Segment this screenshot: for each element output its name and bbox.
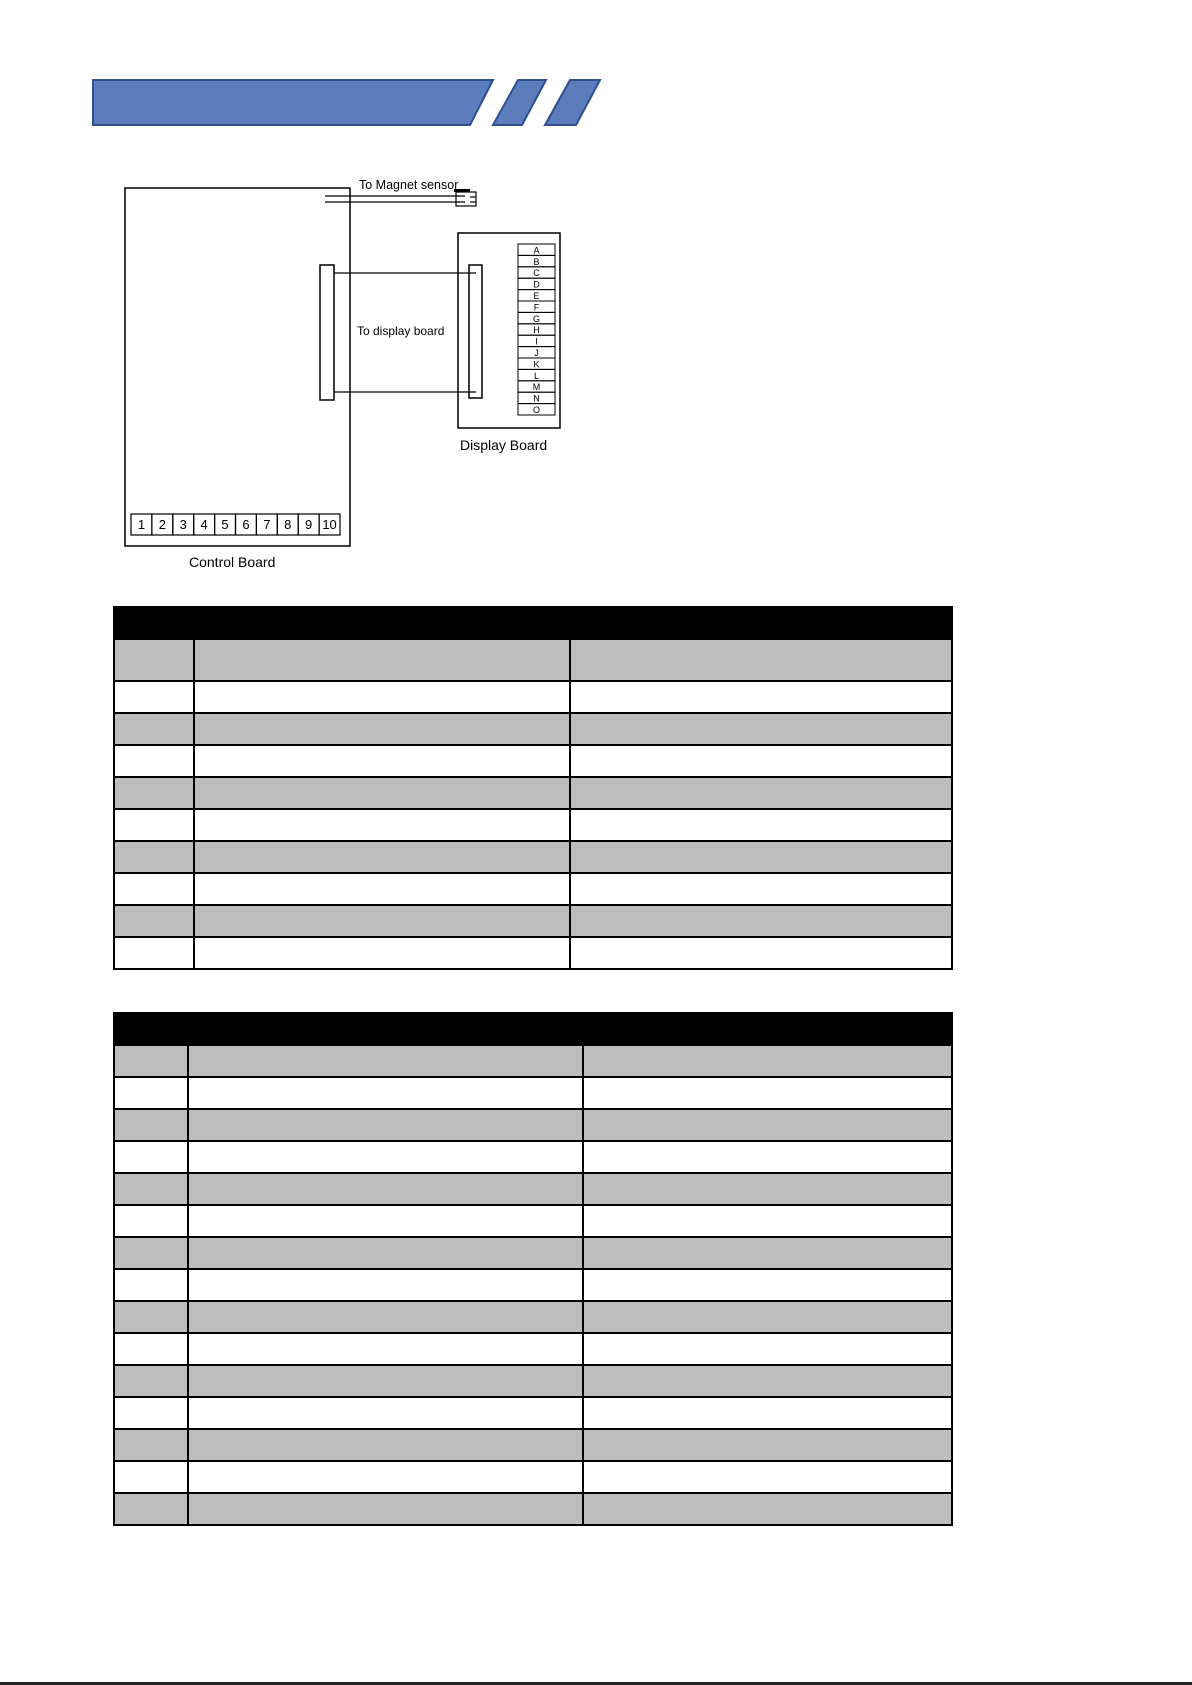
table-cell	[570, 639, 952, 681]
display-pin-l	[518, 369, 555, 380]
table-cell	[188, 1365, 583, 1397]
display-pin-label: D	[533, 279, 540, 290]
control-pin-label: 4	[200, 517, 208, 532]
table-header-row	[114, 607, 952, 639]
control-pin-label: 2	[158, 517, 166, 532]
table-row	[114, 745, 952, 777]
display-pin-label: C	[533, 268, 540, 279]
control-pin-10	[319, 514, 340, 535]
display-cable-connector-right	[469, 265, 482, 398]
table-cell	[114, 1013, 188, 1045]
table-cell	[188, 1429, 583, 1461]
table-cell	[114, 1365, 188, 1397]
table-cell	[570, 937, 952, 969]
table-cell	[194, 841, 570, 873]
display-cable-connector-left	[320, 265, 334, 400]
display-pin-label: E	[533, 291, 540, 301]
table-cell	[188, 1237, 583, 1269]
table-cell	[583, 1429, 952, 1461]
table-row	[114, 1269, 952, 1301]
table-cell	[114, 1429, 188, 1461]
table-cell	[570, 873, 952, 905]
table-cell	[583, 1173, 952, 1205]
table-cell	[114, 745, 194, 777]
table-cell	[188, 1461, 583, 1493]
table-cell	[583, 1333, 952, 1365]
table-cell	[583, 1365, 952, 1397]
display-pin-label: F	[533, 302, 540, 313]
table-cell	[114, 841, 194, 873]
table-cell	[583, 1461, 952, 1493]
table-cell	[188, 1269, 583, 1301]
table-cell	[114, 681, 194, 713]
display-pin-h	[518, 324, 555, 335]
display-pin-g	[518, 312, 555, 323]
table-cell	[194, 607, 570, 639]
banner-stripe-1	[493, 80, 546, 125]
table-cell	[583, 1013, 952, 1045]
table-cell	[114, 1141, 188, 1173]
table-row	[114, 777, 952, 809]
control-pin-label: 3	[179, 517, 187, 532]
table-cell	[583, 1205, 952, 1237]
table-cell	[570, 607, 952, 639]
table-cell	[114, 777, 194, 809]
display-pin-label: B	[533, 256, 540, 267]
table-cell	[114, 937, 194, 969]
table-cell	[570, 841, 952, 873]
section-banner	[0, 0, 1192, 140]
table-header-row	[114, 1013, 952, 1045]
table-row	[114, 905, 952, 937]
connector-table-one	[113, 606, 953, 970]
table-row	[114, 1077, 952, 1109]
display-pin-label: M	[532, 382, 541, 393]
display-pin-c	[518, 267, 555, 278]
control-pin-4	[194, 514, 215, 535]
table-cell	[570, 809, 952, 841]
table-cell	[583, 1493, 952, 1525]
banner-bar	[93, 80, 493, 125]
table-cell	[188, 1045, 583, 1077]
control-pin-label: 5	[221, 517, 229, 532]
table-row	[114, 1173, 952, 1205]
table-row	[114, 1365, 952, 1397]
table-row	[114, 1141, 952, 1173]
table-cell	[570, 745, 952, 777]
display-pin-a	[518, 244, 555, 255]
table-row	[114, 681, 952, 713]
table-row	[114, 1397, 952, 1429]
table-cell	[194, 937, 570, 969]
wiring-diagram	[0, 140, 1192, 580]
table-row	[114, 1109, 952, 1141]
control-pin-5	[215, 514, 236, 535]
display-pin-e	[518, 290, 555, 301]
table-cell	[114, 1077, 188, 1109]
table-cell	[583, 1237, 952, 1269]
display-pin-label: O	[532, 405, 541, 415]
table-cell	[114, 1397, 188, 1429]
control-pin-label: 8	[284, 517, 292, 532]
table-row	[114, 1301, 952, 1333]
table-cell	[114, 1109, 188, 1141]
display-pin-label: K	[533, 359, 540, 370]
table-cell	[188, 1141, 583, 1173]
table-cell	[583, 1301, 952, 1333]
table-cell	[194, 809, 570, 841]
control-pin-9	[298, 514, 319, 535]
table-cell	[114, 639, 194, 681]
table-cell	[583, 1141, 952, 1173]
control-pin-label: 6	[242, 517, 250, 532]
table-cell	[114, 1237, 188, 1269]
display-pin-label: H	[533, 325, 540, 336]
display-pin-n	[518, 392, 555, 403]
table-cell	[188, 1173, 583, 1205]
banner-stripe-2	[545, 80, 600, 125]
table-cell	[188, 1301, 583, 1333]
control-pin-label: 9	[305, 517, 313, 532]
display-board-caption: Display Board	[460, 437, 548, 453]
table-cell	[583, 1269, 952, 1301]
display-pin-b	[518, 255, 555, 266]
control-pin-2	[152, 514, 173, 535]
display-pin-label: L	[533, 370, 540, 381]
table-cell	[570, 681, 952, 713]
table-cell	[188, 1077, 583, 1109]
display-link-label: To display board	[357, 324, 445, 338]
control-board	[125, 188, 350, 546]
table-row	[114, 841, 952, 873]
table-cell	[114, 905, 194, 937]
table-cell	[583, 1077, 952, 1109]
table-row	[114, 1493, 952, 1525]
table-cell	[570, 905, 952, 937]
control-pin-1	[131, 514, 152, 535]
table-row	[114, 809, 952, 841]
table-cell	[114, 1269, 188, 1301]
table-cell	[583, 1109, 952, 1141]
table-cell	[114, 607, 194, 639]
table-row	[114, 1429, 952, 1461]
magnet-sensor-label: To Magnet sensor	[359, 178, 459, 192]
table-cell	[194, 745, 570, 777]
table-row	[114, 1237, 952, 1269]
table-row	[114, 1461, 952, 1493]
table-cell	[114, 1461, 188, 1493]
display-pin-label: G	[532, 313, 541, 324]
display-pin-m	[518, 381, 555, 392]
display-pin-strip	[518, 244, 555, 415]
display-pin-label: I	[535, 336, 538, 347]
display-pin-k	[518, 358, 555, 369]
table-cell	[194, 873, 570, 905]
connector-table-two	[113, 1012, 953, 1526]
table-cell	[188, 1493, 583, 1525]
table-cell	[188, 1205, 583, 1237]
control-pin-3	[173, 514, 194, 535]
control-pin-6	[236, 514, 257, 535]
display-pin-o	[518, 404, 555, 415]
table-cell	[194, 713, 570, 745]
table-cell	[188, 1333, 583, 1365]
table-cell	[194, 777, 570, 809]
display-pin-i	[518, 335, 555, 346]
table-cell	[114, 873, 194, 905]
control-pin-7	[256, 514, 277, 535]
table-cell	[194, 639, 570, 681]
display-pin-label: N	[533, 393, 540, 404]
table-row	[114, 873, 952, 905]
table-cell	[188, 1397, 583, 1429]
table-cell	[194, 681, 570, 713]
table-cell	[194, 905, 570, 937]
table-cell	[188, 1109, 583, 1141]
table-cell	[114, 713, 194, 745]
table-cell	[114, 1173, 188, 1205]
control-pin-label: 1	[137, 517, 146, 532]
table-row	[114, 1205, 952, 1237]
display-pin-label: A	[533, 245, 540, 256]
display-pin-j	[518, 347, 555, 358]
control-terminal-block	[131, 514, 340, 535]
table-cell	[188, 1013, 583, 1045]
table-cell	[114, 1045, 188, 1077]
table-row	[114, 639, 952, 681]
control-board-caption: Control Board	[189, 554, 276, 570]
table-cell	[570, 777, 952, 809]
table-cell	[583, 1397, 952, 1429]
control-pin-label: 7	[263, 517, 271, 532]
table-cell	[114, 1301, 188, 1333]
table-row	[114, 713, 952, 745]
table-cell	[114, 809, 194, 841]
control-pin-8	[277, 514, 298, 535]
table-row	[114, 1045, 952, 1077]
table-cell	[583, 1045, 952, 1077]
table-cell	[570, 713, 952, 745]
table-cell	[114, 1205, 188, 1237]
display-pin-f	[518, 301, 555, 312]
table-row	[114, 937, 952, 969]
display-pin-d	[518, 278, 555, 289]
display-pin-label: J	[534, 348, 539, 358]
table-row	[114, 1333, 952, 1365]
table-cell	[114, 1333, 188, 1365]
table-cell	[114, 1493, 188, 1525]
control-pin-label: 10	[322, 517, 337, 532]
